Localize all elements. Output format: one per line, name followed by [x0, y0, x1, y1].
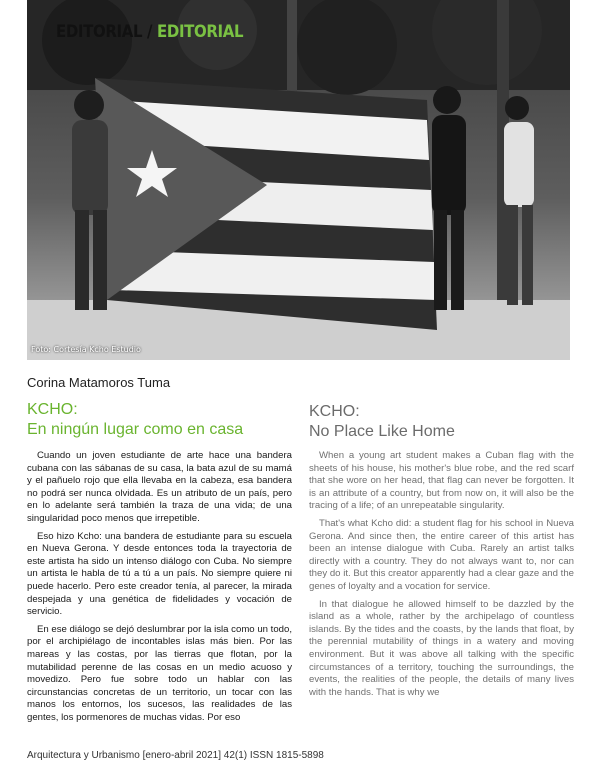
author-name: Corina Matamoros Tuma [27, 375, 171, 390]
paragraph-en-3: In that dialogue he allowed himself to be dazzled by the island as a whole, rather by the archipelago of countless islands. By the tides and the coasts, by the lands that float, by the perennial mutability of things in a watery and moving environment. But it was above all talking with the specific circumstances of a territory, touching the surroundings, the events, the realities of the people, the details of many lives with the hands. That is why we [309, 598, 574, 698]
body-column-spanish [27, 450, 292, 729]
title-english [309, 402, 589, 442]
section-title-es: EDITORIAL [56, 22, 143, 42]
title-spanish [27, 400, 307, 440]
title-es-line-2: En ningún lugar como en casa [27, 421, 244, 438]
article-photo [27, 0, 570, 360]
paragraph-es-3: En ese diálogo se dejó deslumbrar por la isla como un todo, por el archipiélago de incontables islas más bien. Por las mareas y las costas, por las tierras que flotan, por la mutabilidad perenne de las cosas en un medio acuoso y movedizo. Pero fue sobre todo un hablar con las circunstancias concretas de un territorio, un tocar con las manos los entornos, los sucesos, las realidades de las gentes, los pormenores de muchas vidas. Por eso [27, 623, 292, 723]
section-title-en: EDITORIAL [157, 22, 244, 42]
title-en-line-1: KCHO: [309, 403, 360, 420]
section-title [56, 22, 243, 42]
section-title-slash: / [147, 22, 153, 42]
paragraph-es-2: Eso hizo Kcho: una bandera de estudiante para su escuela en Nueva Gerona. Y desde entonces toda la trayectoria de este artista ha sido un intenso diálogo con Cuba. No siempre un artista le habla de tú a tú a un país. No siempre quiere ni puede hacerlo. Pero este creador tenía, al parecer, la mirada despejada y una genética de fidelidades y vocación de servicio. [27, 530, 292, 618]
paragraph-en-1: When a young art student makes a Cuban flag with the sheets of his house, his mother's blue robe, and the red scarf that she wore on her head, that flag can never be forgotten. It is an attribute of a country, but from now on, it will also be the tracing of a life; of an unrepeatable singularity. [309, 450, 574, 512]
photo-credit: Foto: Cortesía Kcho Estudio [31, 345, 141, 354]
paragraph-es-1: Cuando un joven estudiante de arte hace una bandera cubana con las sábanas de su casa, la bata azul de su mamá y el pañuelo rojo que ella llevaba en la cabeza, esa bandera no podrá ser nunca olvidada. Es un atributo de un país, pero en lo adelante será también la traza de una vida; de una singularidad poco menos que irrepetible. [27, 450, 292, 524]
journal-citation: Arquitectura y Urbanismo [enero-abril 2021] 42(1) ISSN 1815-5898 [27, 750, 324, 761]
flag-procession-illustration [27, 0, 570, 360]
body-column-english [309, 450, 574, 704]
paragraph-en-2: That's what Kcho did: a student flag for his school in Nueva Gerona. And since then, the entire career of this artist has been an intense dialogue with Cuba. Rarely an artist talks directly with a country. They do not always want to, nor can they do it. But this creator apparently had a clear gaze and the genes of loyalty and a vocation for service. [309, 517, 574, 592]
title-es-line-1: KCHO: [27, 401, 78, 418]
title-en-line-2: No Place Like Home [309, 423, 455, 440]
